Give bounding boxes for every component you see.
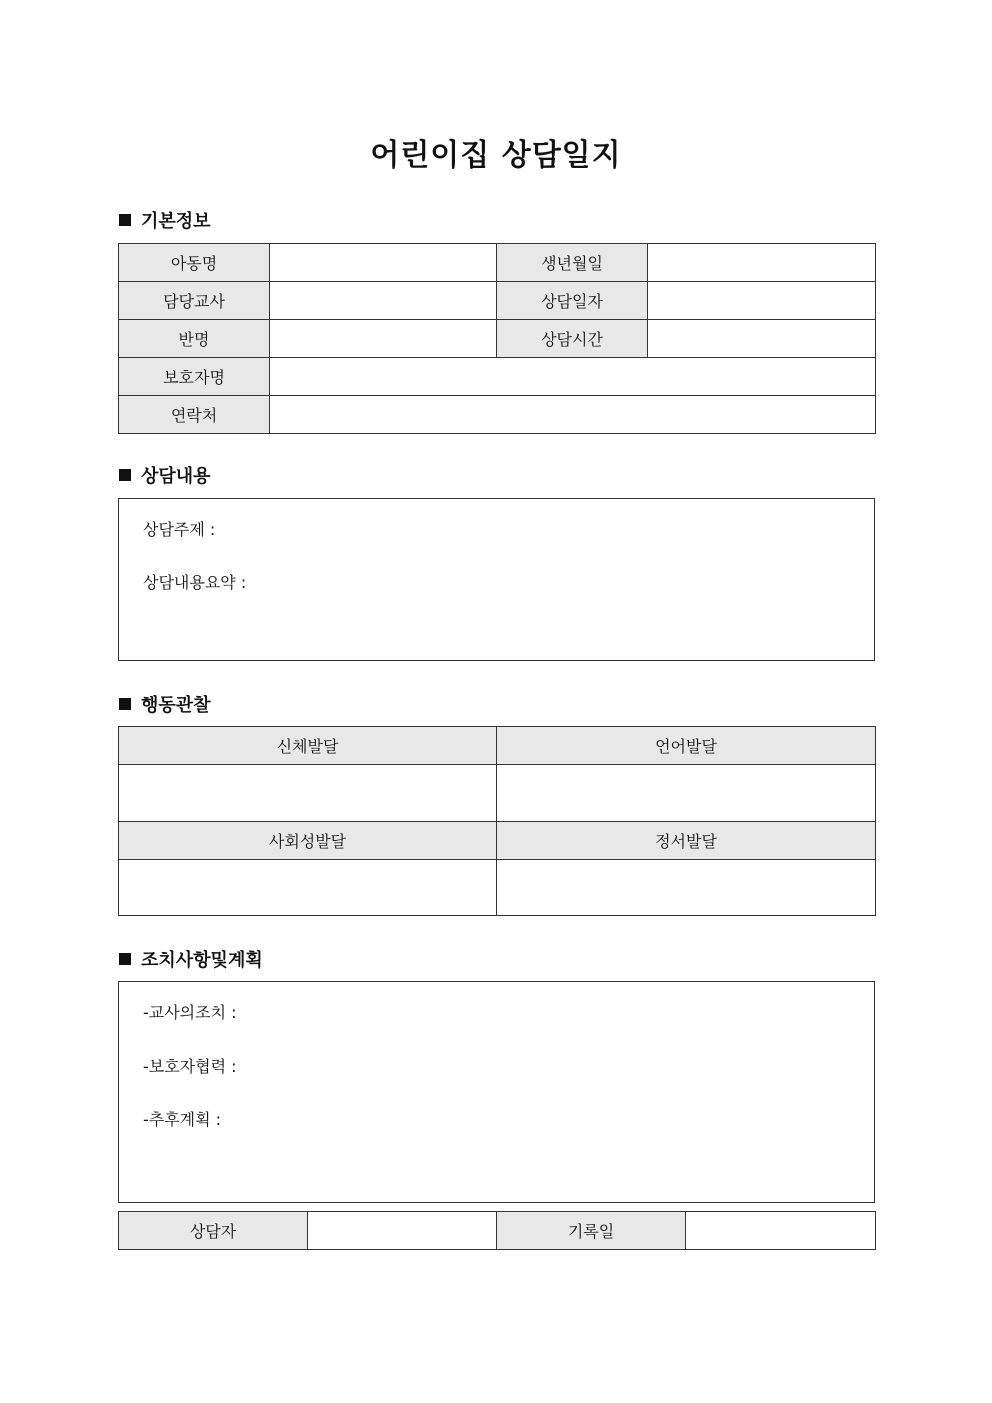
record-date-field[interactable] [686, 1212, 876, 1250]
section-heading-behavior [119, 694, 211, 718]
counselor-field[interactable] [308, 1212, 497, 1250]
birth-date-field[interactable] [648, 244, 876, 282]
page-title: 어린이집 상담일지 [370, 138, 622, 173]
emotional-dev-label: 정서발달 [497, 822, 876, 860]
consult-content-box[interactable] [118, 498, 875, 661]
square-bullet-icon [119, 953, 131, 965]
consult-date-label: 상담일자 [497, 282, 648, 320]
square-bullet-icon [119, 469, 131, 481]
consult-time-label: 상담시간 [497, 320, 648, 358]
contact-label: 연락처 [119, 396, 270, 434]
language-dev-field[interactable] [497, 765, 876, 822]
guardian-name-field[interactable] [270, 358, 876, 396]
social-dev-field[interactable] [119, 860, 497, 916]
section-heading-actions [119, 949, 263, 973]
consult-time-field[interactable] [648, 320, 876, 358]
physical-dev-field[interactable] [119, 765, 497, 822]
guardian-coop-label: -보호자협력 : [143, 1057, 237, 1076]
actions-box[interactable] [118, 981, 875, 1203]
section-heading-basic-label: 기본정보 [141, 211, 211, 232]
section-heading-basic [119, 210, 211, 234]
section-heading-content [119, 465, 211, 489]
section-heading-behavior-label: 행동관찰 [141, 695, 211, 716]
record-date-label: 기록일 [497, 1212, 686, 1250]
footer-table [118, 1211, 876, 1250]
social-dev-label: 사회성발달 [119, 822, 497, 860]
class-name-label: 반명 [119, 320, 270, 358]
followup-plan-label: -추후계획 : [143, 1110, 222, 1129]
counselor-label: 상담자 [119, 1212, 308, 1250]
behavior-table [118, 726, 876, 916]
birth-date-label: 생년월일 [497, 244, 648, 282]
child-name-label: 아동명 [119, 244, 270, 282]
emotional-dev-field[interactable] [497, 860, 876, 916]
square-bullet-icon [119, 214, 131, 226]
section-heading-content-label: 상담내용 [141, 466, 211, 487]
consult-topic-label: 상담주제 : [143, 520, 216, 539]
consult-summary-label: 상담내용요약 : [143, 573, 247, 592]
section-heading-actions-label: 조치사항및계획 [141, 950, 263, 971]
square-bullet-icon [119, 698, 131, 710]
language-dev-label: 언어발달 [497, 727, 876, 765]
teacher-field[interactable] [270, 282, 497, 320]
basic-info-table [118, 243, 876, 434]
guardian-name-label: 보호자명 [119, 358, 270, 396]
consult-date-field[interactable] [648, 282, 876, 320]
teacher-action-label: -교사의조치 : [143, 1003, 237, 1022]
teacher-label: 담당교사 [119, 282, 270, 320]
child-name-field[interactable] [270, 244, 497, 282]
contact-field[interactable] [270, 396, 876, 434]
class-name-field[interactable] [270, 320, 497, 358]
physical-dev-label: 신체발달 [119, 727, 497, 765]
